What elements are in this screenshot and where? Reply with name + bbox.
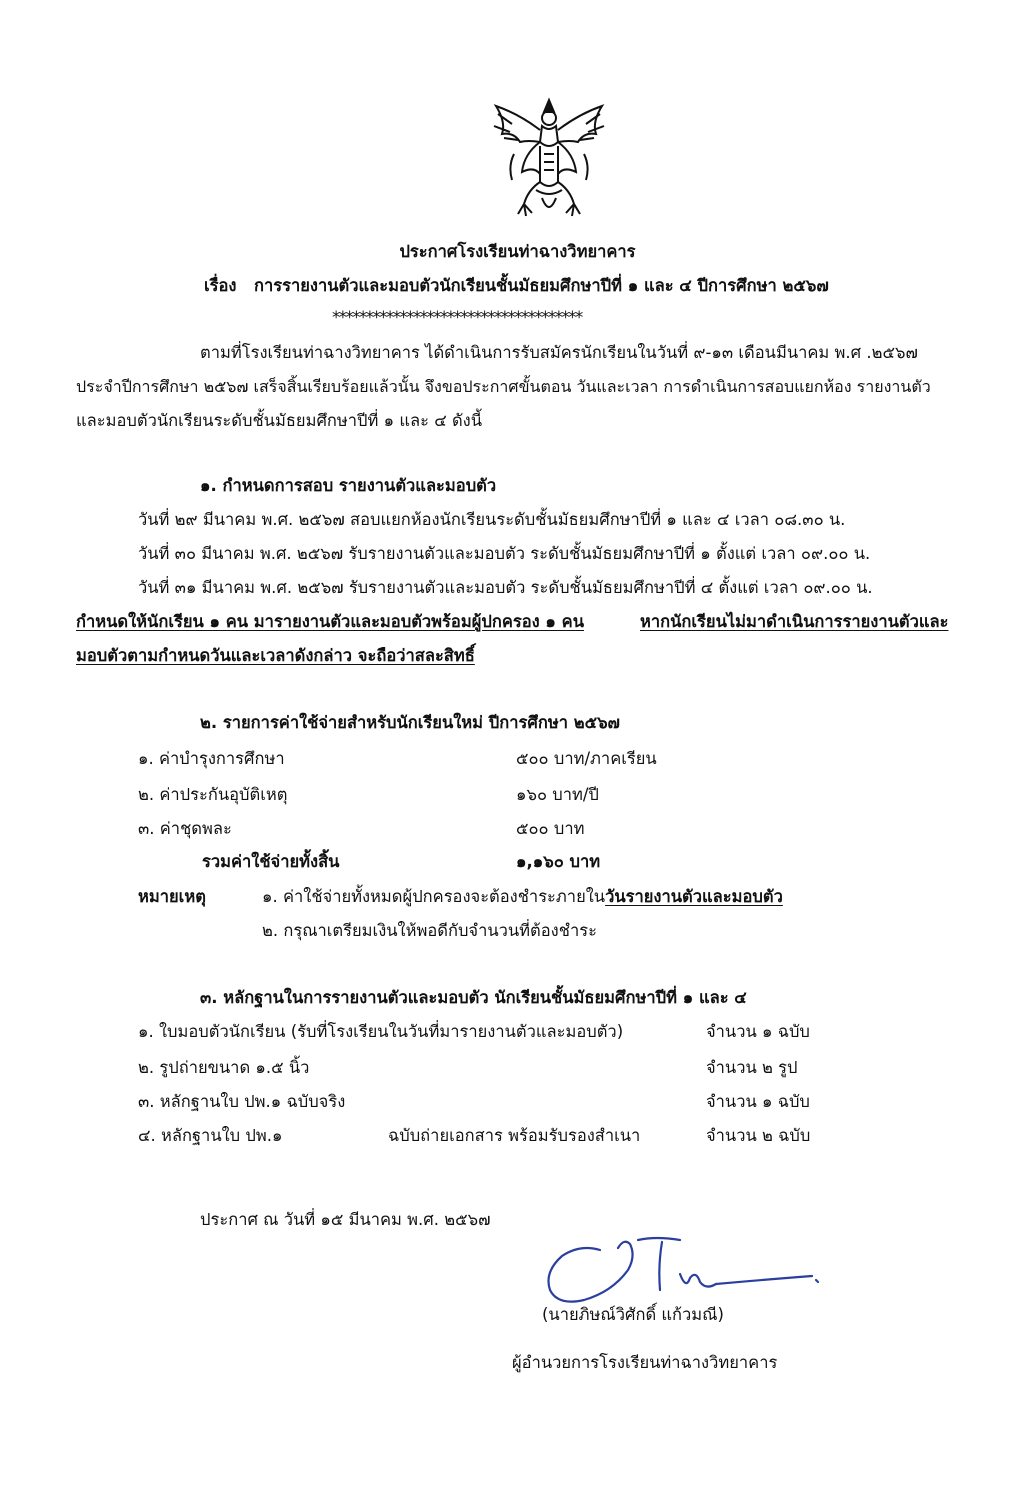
- document-item-note: ฉบับถ่ายเอกสาร พร้อมรับรองสำเนา: [388, 1126, 641, 1145]
- intro-line-2: ประจำปีการศึกษา ๒๕๖๗ เสร็จสิ้นเรียบร้อยแล้วนั้น จึงขอประกาศขั้นตอน วันและเวลา การดำเนินการสอบแยกห้อง รายงานตัว: [76, 377, 931, 396]
- document-item-qty: จำนวน ๒ รูป: [706, 1058, 798, 1077]
- remark-1-emphasis: วันรายงานตัวและมอบตัว: [605, 887, 783, 906]
- schedule-item: วันที่ ๓๐ มีนาคม พ.ศ. ๒๕๖๗ รับรายงานตัวและมอบตัว ระดับชั้นมัธยมศึกษาปีที่ ๑ ตั้งแต่ เวลา ๐๙.๐๐ น.: [138, 544, 871, 563]
- section1-heading: ๑. กำหนดการสอบ รายงานตัวและมอบตัว: [200, 476, 497, 495]
- notice-part-2: หากนักเรียนไม่มาดำเนินการรายงานตัวและ: [640, 612, 949, 631]
- document-item-qty: จำนวน ๑ ฉบับ: [706, 1022, 810, 1041]
- announcement-title: ประกาศโรงเรียนท่าฉางวิทยาคาร: [399, 242, 636, 261]
- announcement-date: ประกาศ ณ วันที่ ๑๕ มีนาคม พ.ศ. ๒๕๖๗: [200, 1210, 491, 1229]
- garuda-emblem: [484, 94, 614, 224]
- notice-part-1: กำหนดให้นักเรียน ๑ คน มารายงานตัวและมอบตัวพร้อมผู้ปกครอง ๑ คน: [76, 612, 584, 631]
- section2-heading: ๒. รายการค่าใช้จ่ายสำหรับนักเรียนใหม่ ปีการศึกษา ๒๕๖๗: [200, 713, 620, 732]
- fee-amount: ๕๐๐ บาท: [516, 819, 585, 838]
- signer-name: (นายภิษณ์วิศักดิ์ แก้วมณี): [542, 1305, 724, 1324]
- document-item-qty: จำนวน ๒ ฉบับ: [706, 1126, 811, 1145]
- document-item-label: ๔. หลักฐานใบ ปพ.๑: [138, 1126, 283, 1145]
- schedule-item: วันที่ ๓๑ มีนาคม พ.ศ. ๒๕๖๗ รับรายงานตัวและมอบตัว ระดับชั้นมัธยมศึกษาปีที่ ๔ ตั้งแต่ เวลา ๐๙.๐๐ น.: [138, 578, 873, 597]
- remark-1: [262, 887, 783, 907]
- fee-label: ๒. ค่าประกันอุบัติเหตุ: [138, 785, 288, 804]
- header-separator: *************************************: [332, 308, 582, 327]
- intro-line-1: ตามที่โรงเรียนท่าฉางวิทยาคาร ได้ดำเนินการรับสมัครนักเรียนในวันที่ ๙-๑๓ เดือนมีนาคม พ.ศ .๒๕๖๗: [200, 343, 918, 362]
- subject-label: เรื่อง: [204, 276, 237, 295]
- document-item-label: ๓. หลักฐานใบ ปพ.๑ ฉบับจริง: [138, 1092, 346, 1111]
- director-signature: [540, 1230, 830, 1310]
- remark-1-text: ๑. ค่าใช้จ่ายทั้งหมดผู้ปกครองจะต้องชำระภายใน: [262, 887, 606, 906]
- remark-label: หมายเหตุ: [138, 887, 206, 906]
- intro-line-3: และมอบตัวนักเรียนระดับชั้นมัธยมศึกษาปีที่ ๑ และ ๔ ดังนี้: [76, 411, 483, 430]
- notice-line-2: มอบตัวตามกำหนดวันและเวลาดังกล่าว จะถือว่าสละสิทธิ์: [76, 646, 475, 665]
- document-item-label: ๑. ใบมอบตัวนักเรียน (รับที่โรงเรียนในวันที่มารายงานตัวและมอบตัว): [138, 1022, 624, 1041]
- signer-title: ผู้อำนวยการโรงเรียนท่าฉางวิทยาคาร: [512, 1353, 778, 1372]
- fee-amount: ๕๐๐ บาท/ภาคเรียน: [516, 749, 657, 768]
- remark-2: ๒. กรุณาเตรียมเงินให้พอดีกับจำนวนที่ต้องชำระ: [262, 921, 597, 940]
- total-label: รวมค่าใช้จ่ายทั้งสิ้น: [202, 852, 340, 871]
- document-item-qty: จำนวน ๑ ฉบับ: [706, 1092, 810, 1111]
- document-item-label: ๒. รูปถ่ายขนาด ๑.๕ นิ้ว: [138, 1058, 310, 1077]
- announcement-subject: การรายงานตัวและมอบตัวนักเรียนชั้นมัธยมศึกษาปีที่ ๑ และ ๔ ปีการศึกษา ๒๕๖๗: [254, 276, 829, 295]
- fee-label: ๓. ค่าชุดพละ: [138, 819, 232, 838]
- fee-amount: ๑๖๐ บาท/ปี: [516, 785, 599, 804]
- schedule-item: วันที่ ๒๙ มีนาคม พ.ศ. ๒๕๖๗ สอบแยกห้องนักเรียนระดับชั้นมัธยมศึกษาปีที่ ๑ และ ๔ เวลา ๐๘.๓๐ น.: [138, 510, 846, 529]
- fee-label: ๑. ค่าบำรุงการศึกษา: [138, 749, 285, 768]
- total-amount: ๑,๑๖๐ บาท: [516, 852, 601, 871]
- section3-heading: ๓. หลักฐานในการรายงานตัวและมอบตัว นักเรียนชั้นมัธยมศึกษาปีที่ ๑ และ ๔: [200, 988, 747, 1007]
